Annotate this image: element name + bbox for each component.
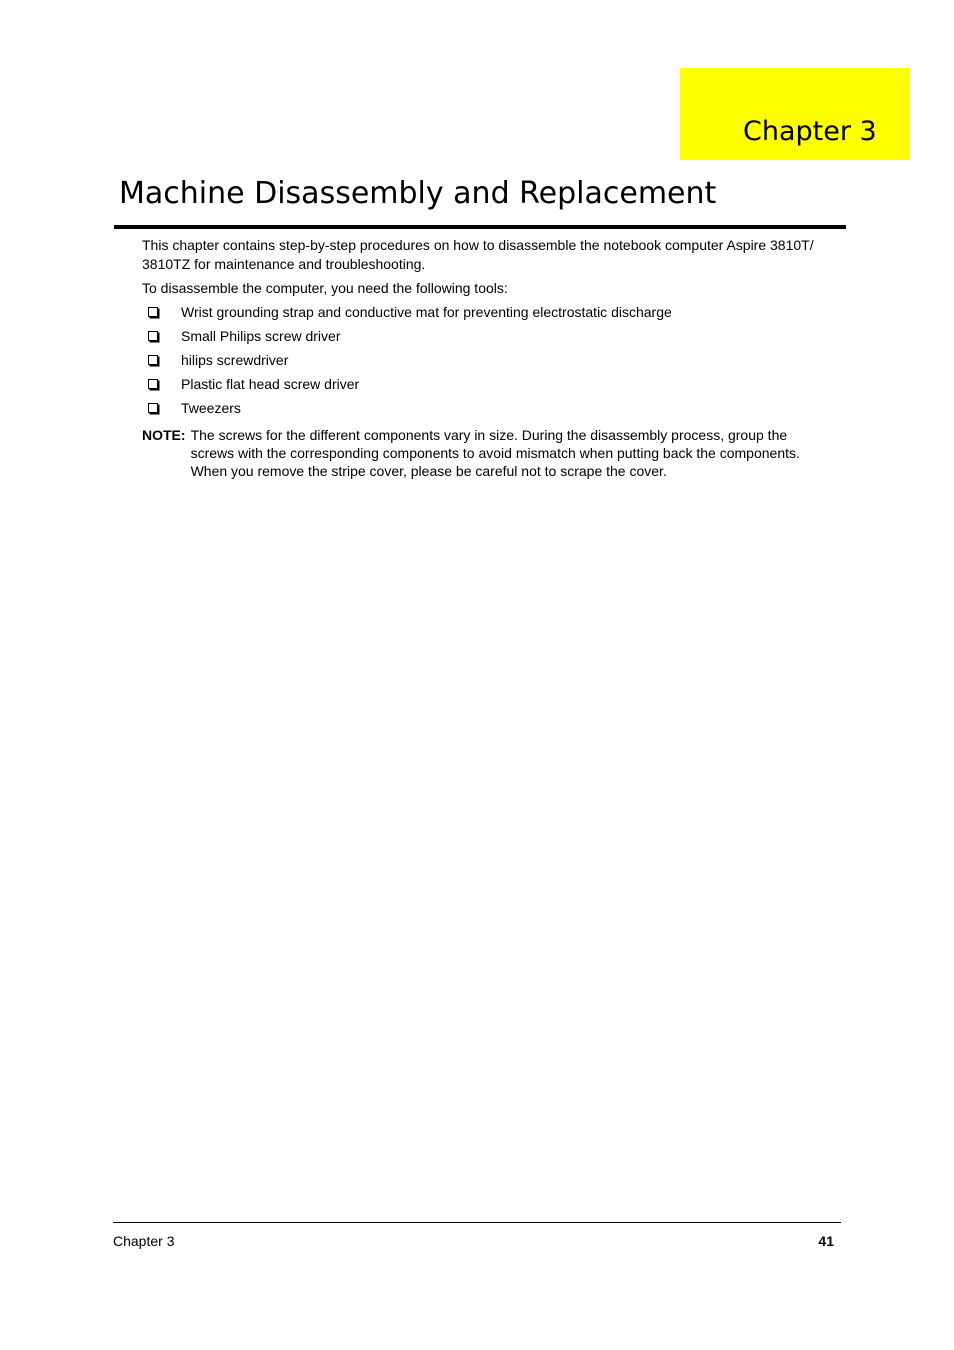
- note-text: The screws for the different components vary in size. During the disassembly process, group the screws with the corresponding components to avoid mismatch when putting back the components. When you remove the stripe cover, please be careful not to scrape the cover.: [190, 427, 800, 479]
- checkbox-bullet-icon: [148, 379, 158, 389]
- page-number: 41: [818, 1233, 834, 1249]
- tools-lead-text: To disassemble the computer, you need the following tools:: [142, 280, 508, 296]
- tool-label: Tweezers: [181, 400, 241, 416]
- list-item: [148, 303, 672, 327]
- page-title: Machine Disassembly and Replacement: [119, 176, 717, 211]
- tools-list: [148, 303, 672, 423]
- checkbox-bullet-icon: [148, 403, 158, 413]
- checkbox-bullet-icon: [148, 355, 158, 365]
- checkbox-bullet-icon: [148, 307, 158, 317]
- intro-paragraph: This chapter contains step-by-step procedures on how to disassemble the notebook computer Aspire 3810T/ 3810TZ for maintenance and troubleshooting.: [142, 237, 814, 272]
- list-item: [148, 375, 672, 399]
- list-item: [148, 351, 672, 375]
- tool-label: Plastic flat head screw driver: [181, 376, 360, 392]
- tool-label: Small Philips screw driver: [181, 328, 341, 344]
- list-item: [148, 327, 672, 351]
- chapter-tab-label: Chapter 3: [743, 116, 877, 147]
- tool-label: hilips screwdriver: [181, 352, 289, 368]
- note-label: NOTE:: [142, 427, 186, 443]
- chapter-tab: [680, 68, 910, 160]
- footer-divider: [113, 1222, 841, 1223]
- tool-label: Wrist grounding strap and conductive mat for preventing electrostatic discharge: [181, 304, 672, 320]
- note-block: [142, 426, 832, 480]
- footer-chapter-label: Chapter 3: [113, 1233, 175, 1249]
- title-divider: [114, 225, 846, 229]
- checkbox-bullet-icon: [148, 331, 158, 341]
- list-item: [148, 399, 672, 423]
